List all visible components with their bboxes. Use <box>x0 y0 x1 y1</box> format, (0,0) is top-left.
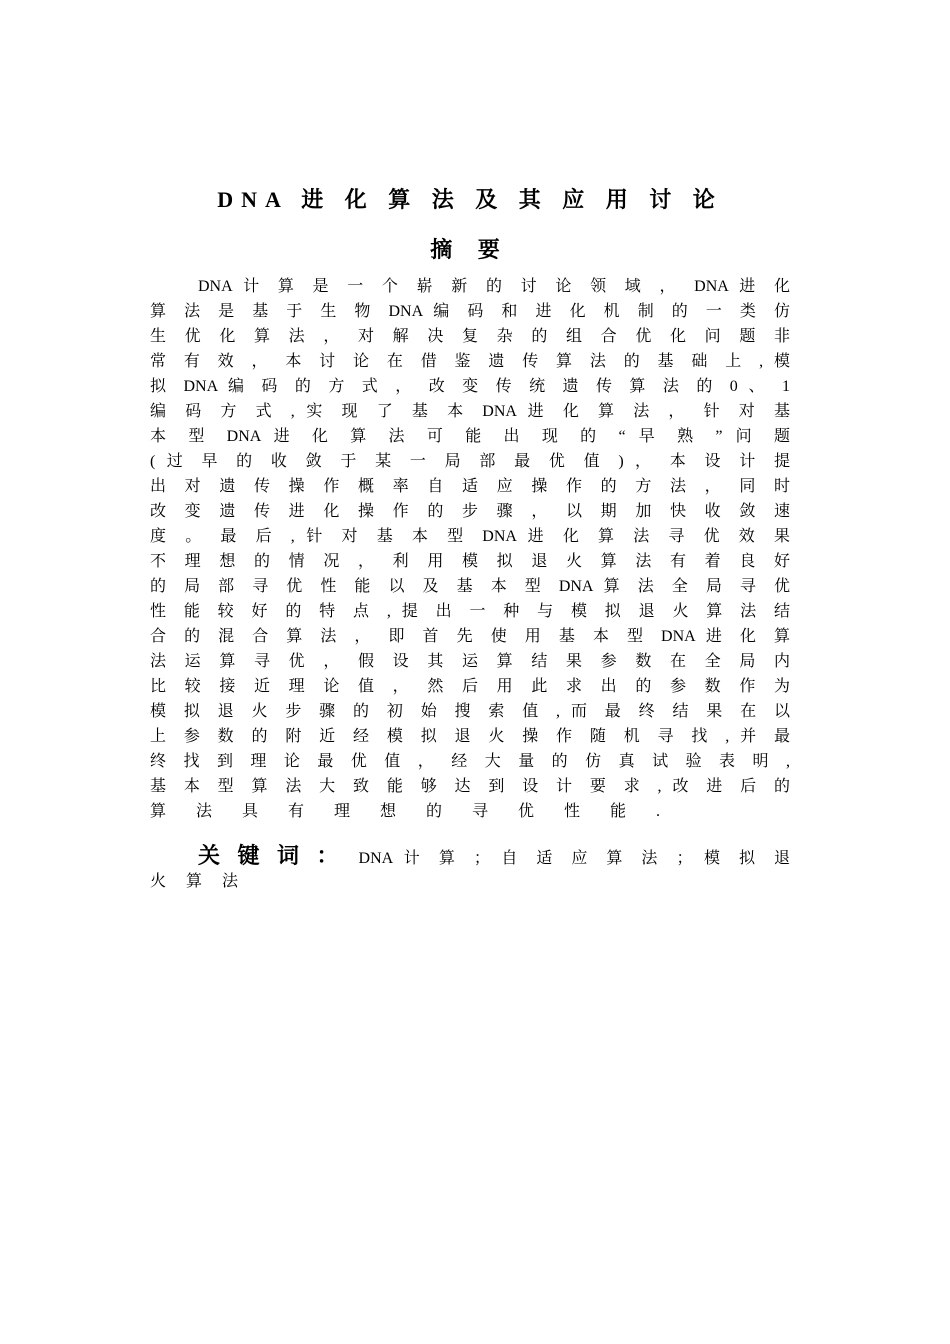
abstract-line: 常 有 效 ， 本 讨 论 在 借 鉴 遗 传 算 法 的 基 础 上 , 模 <box>150 353 790 370</box>
abstract-line: DNA 计 算 是 一 个 崭 新 的 讨 论 领 域 ， DNA 进 化 <box>198 278 790 295</box>
keywords-line <box>150 843 790 869</box>
keywords-text-continued: 火 算 法 <box>150 873 247 890</box>
abstract-line: 本 型 DNA 进 化 算 法 可 能 出 现 的 “ 早 熟 ” 问 题 <box>150 428 790 445</box>
abstract-line: 编 码 方 式 , 实 现 了 基 本 DNA 进 化 算 法 ， 针 对 基 <box>150 403 790 420</box>
keywords-text: DNA 计 算 ； 自 适 应 算 法 ； 模 拟 退 <box>358 850 790 867</box>
abstract-line: 基 本 型 算 法 大 致 能 够 达 到 设 计 要 求 , 改 进 后 的 <box>150 778 790 795</box>
abstract-line: 拟 DNA 编 码 的 方 式 ， 改 变 传 统 遗 传 算 法 的 0 、 1 <box>150 378 790 395</box>
abstract-line: 算 法 具 有 理 想 的 寻 优 性 能 . <box>150 803 674 820</box>
abstract-line: 终 找 到 理 论 最 优 值 ， 经 大 量 的 仿 真 试 验 表 明 , <box>150 753 790 770</box>
abstract-line: 生 优 化 算 法 ， 对 解 决 复 杂 的 组 合 优 化 问 题 非 <box>150 328 790 345</box>
abstract-line: 法 运 算 寻 优 ， 假 设 其 运 算 结 果 参 数 在 全 局 内 <box>150 653 790 670</box>
keywords-label: 关 键 词 ： <box>198 843 345 868</box>
keywords-section <box>150 843 790 895</box>
abstract-heading: 摘 要 <box>430 237 510 262</box>
abstract-line: 比 较 接 近 理 论 值 ， 然 后 用 此 求 出 的 参 数 作 为 <box>150 678 790 695</box>
abstract-line: 合 的 混 合 算 法 ， 即 首 先 使 用 基 本 型 DNA 进 化 算 <box>150 628 790 645</box>
document-title: DNA 进 化 算 法 及 其 应 用 讨 论 <box>217 187 723 212</box>
abstract-line: 算 法 是 基 于 生 物 DNA 编 码 和 进 化 机 制 的 一 类 仿 <box>150 303 790 320</box>
abstract-line: 的 局 部 寻 优 性 能 以 及 基 本 型 DNA 算 法 全 局 寻 优 <box>150 578 790 595</box>
abstract-line: 不 理 想 的 情 况 ， 利 用 模 拟 退 火 算 法 有 着 良 好 <box>150 553 790 570</box>
abstract-line: 上 参 数 的 附 近 经 模 拟 退 火 操 作 随 机 寻 找 , 并 最 <box>150 728 790 745</box>
abstract-line: 度 。 最 后 , 针 对 基 本 型 DNA 进 化 算 法 寻 优 效 果 <box>150 528 790 545</box>
abstract-line: 改 变 遗 传 进 化 操 作 的 步 骤 ， 以 期 加 快 收 敛 速 <box>150 503 790 520</box>
abstract-body <box>150 274 790 824</box>
abstract-line: 性 能 较 好 的 特 点 , 提 出 一 种 与 模 拟 退 火 算 法 结 <box>150 603 790 620</box>
abstract-line: ( 过 早 的 收 敛 于 某 一 局 部 最 优 值 ) ， 本 设 计 提 <box>150 453 790 470</box>
abstract-line: 出 对 遗 传 操 作 概 率 自 适 应 操 作 的 方 法 ， 同 时 <box>150 478 790 495</box>
abstract-line: 模 拟 退 火 步 骤 的 初 始 搜 索 值 , 而 最 终 结 果 在 以 <box>150 703 790 720</box>
